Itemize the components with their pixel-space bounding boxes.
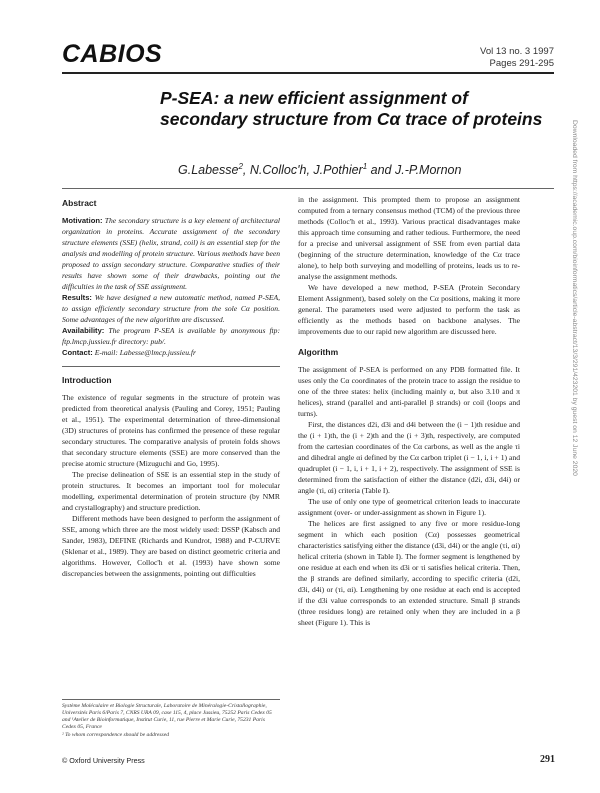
results-text: We have designed a new automatic method, named P-SEA, to assign efficiently secondary structure from the sole Cα position. Some advantages of the new algorithm are discussed. xyxy=(62,293,280,324)
algorithm-paragraph-1: The assignment of P-SEA is performed on any PDB formatted file. It uses only the Cα coordinates of the protein trace to assign the residue to one of the three states: helix (including mainly α, but also 3.10 and π helices), strand (parallel and anti-parallel β strands) or coil (loops and turns). xyxy=(298,365,520,418)
introduction-heading: Introduction xyxy=(62,375,112,385)
availability-text: The program P-SEA is available by anonymous ftp: ftp.lmcp.jussieu.fr directory: pub/. xyxy=(62,326,280,346)
footnote xyxy=(62,699,280,740)
intro-paragraph-1: The existence of regular segments in the structure of protein was predicted from theoretical analysis (Pauling and Corey, 1951; Pauling et al., 1951). The experimental determination of three-dimensional (3D) structures of proteins has confirmed the presence of these regular secondary structures. The comparative analysis of protein folds shows that secondary structure elements (SSE) are more conserved than the precise atomic structure (Mizuguchi and Go, 1995). xyxy=(62,393,280,468)
abstract-availability xyxy=(62,325,280,347)
right-paragraph-2: We have developed a new method, P-SEA (Protein Secondary Element Assignment), based solely on the Cα positions, making it more general. The parameters used were adjusted to perform the task as efficiently as the methods based on backbone analyses. The improvements due to our rapid new algorithm are discussed here. xyxy=(298,283,520,336)
header-rule xyxy=(62,72,554,74)
introduction-section xyxy=(62,375,280,579)
author-1-mark: 2 xyxy=(238,162,243,171)
download-watermark: Downloaded from https://academic.oup.com/bioinformatics/article-abstract/13/3/291/423201 by guest on 12 June 2020 xyxy=(571,120,578,476)
algorithm-paragraph-3: The use of only one type of geometrical criterion leads to inaccurate assignment (over- or under-assignment as shown in Figure 1). xyxy=(298,497,520,517)
intro-paragraph-2: The precise delineation of SSE is an essential step in the study of protein structures. It becomes an important tool for molecular modelling, experimental determination of protein structure (by NMR and crystallography) and structure prediction. xyxy=(62,470,280,512)
abstract-section xyxy=(62,198,280,367)
publisher-line: © Oxford University Press xyxy=(62,756,145,765)
footnote-correspondence: ² To whom correspondence should be addressed xyxy=(62,732,170,738)
title-rule xyxy=(62,188,554,189)
author-3-mark: 1 xyxy=(362,162,368,171)
author-list xyxy=(178,162,461,177)
availability-label: Availability: xyxy=(62,326,105,335)
author-4: and J.-P.Mornon xyxy=(367,163,462,178)
motivation-text: The secondary structure is a key element of architectural organization in proteins. Accurate assignment of the secondary structure elements (SSE) (helix, strand, coil) is an essential step for the analysis and modelling of protein structure. Various methods have been proposed to assign secondary structure. Comparative studies of their results have shown some of their drawbacks, pointing out the difficulties in the task of SSE assignment. xyxy=(62,216,280,291)
abstract-contact xyxy=(62,347,280,358)
motivation-label: Motivation: xyxy=(62,216,103,225)
volume-line: Vol 13 no. 3 1997 xyxy=(480,46,554,57)
algorithm-heading: Algorithm xyxy=(298,347,339,357)
abstract-motivation xyxy=(62,215,280,292)
contact-text: E-mail: Labesse@lmcp.jussieu.fr xyxy=(94,348,196,357)
page-number: 291 xyxy=(540,754,555,765)
algorithm-paragraph-4: The helices are first assigned to any five or more residue-long segment in which each position (Cα) possesses geometrical characteristics satisfying either the distance (d3i, d4i) or the angle (τi, αi) helical criteria (shown in Table I). The former segment is lengthened by one residue at each end when its d3i or τi satisfies helical criteria. Then, the β strands are defined similarly, according to specific criteria (d2i, d3i, d4i) or (τi, αi). Lengthening by one residue at each end is accepted if the d3i value corresponds to an extended structure. Small β strands (three residues long) are retained only when they are included in a β sheet (Figure 1). This is xyxy=(298,519,520,627)
pages-line: Pages 291-295 xyxy=(489,58,554,69)
author-2-3: , N.Colloc'h, J.Pothier xyxy=(242,163,363,178)
paper-title: P-SEA: a new efficient assignment of secondary structure from Cα trace of proteins xyxy=(160,88,543,129)
contact-label: Contact: xyxy=(62,348,93,357)
author-1: G.Labesse xyxy=(178,163,239,178)
journal-name: CABIOS xyxy=(62,40,163,68)
left-column xyxy=(62,194,280,579)
algorithm-paragraph-2: First, the distances d2i, d3i and d4i between the (i − 1)th residue and the (i + 1)th, the (i + 2)th and the (i + 3)th, respectively, are computed from the cartesian coordinates of the Cα carbons, as well as the angle τi and dihedral angle αi defined by the Cα carbon triplet (i − 1, i, i + 1) and quadruplet (i − 1, i, i + 1, i + 2), respectively. The assignment of SSE is determined from the satisfaction of either the distance (d2i, d3i, d4i) or angle (τi, αi) criteria (Table I). xyxy=(298,420,520,495)
volume-info xyxy=(480,46,554,70)
footnote-affiliation: Système Moléculaire et Biologie Structurale, Laboratoire de Minéralogie-Cristallographie, Universités Paris 6/Paris 7, CNRS URA 09, case 115, 4, place Jussieu, 75252 Paris Cedex 05 and ¹Atelier de Bioinformatique, Institut Curie, 11, rue Pierre et Marie Curie, 75231 Paris Cedex 05, France xyxy=(62,703,272,730)
right-column xyxy=(298,194,520,628)
abstract-results xyxy=(62,292,280,325)
abstract-heading: Abstract xyxy=(62,198,97,208)
intro-paragraph-3: Different methods have been designed to perform the assignment of SSE, among which three are the most widely used: DSSP (Kabsch and Sander, 1983), DEFINE (Richards and Kundrot, 1988) and P-CURVE (Sklenar et al., 1989). They are based on distinct geometric criteria and algorithms. However, Colloc'h et al. (1993) have shown some discrepancies between the assignments, pointing out difficulties xyxy=(62,514,280,578)
results-label: Results: xyxy=(62,293,92,302)
right-paragraph-1: in the assignment. This prompted them to propose an assignment computed from a ternary consensus method (TCM) of the previous three methods (Colloc'h et al., 1993). Various practical disadvantages make this approach time consuming and rather tedious. Furthermore, the need for a precise and universal assignment of SSE from even partial data (beginning of the structure determination, knowledge of the Cα trace alone), to help both surveying and modelling of proteins, leads us to re-analyse the assignment methods. xyxy=(298,195,520,281)
